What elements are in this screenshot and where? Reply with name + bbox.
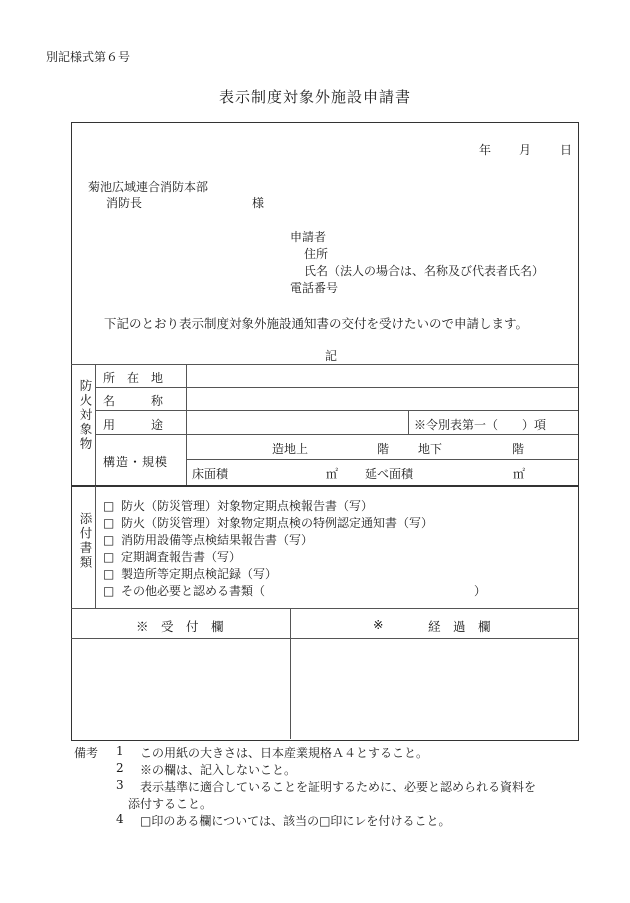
checkbox-icon[interactable]: □ xyxy=(103,499,115,513)
progress-mark: ※ xyxy=(373,617,384,632)
note-text: この用紙の大きさは、日本産業規格Ａ４とすること。 xyxy=(140,746,429,760)
row-line-2 xyxy=(95,410,578,411)
attachment-label: 定期調査報告書（写） xyxy=(121,550,242,564)
floors-above-label: 造地上 xyxy=(272,442,309,456)
target-col-line-1 xyxy=(95,364,96,485)
addressee-chief: 消防長 xyxy=(106,196,143,210)
floors-unit-2: 階 xyxy=(512,442,525,456)
checkbox-icon[interactable]: □ xyxy=(103,584,115,598)
target-top-line xyxy=(71,364,578,365)
checkbox-icon[interactable]: □ xyxy=(103,533,115,547)
target-group-label: 防火対象物 xyxy=(78,379,93,452)
label-name: 名 称 xyxy=(103,394,164,408)
label-location: 所 在 地 xyxy=(103,371,164,385)
row-line-1 xyxy=(95,387,578,388)
area-unit-1: ㎡ xyxy=(326,467,339,481)
form-number: 別記様式第６号 xyxy=(46,50,131,64)
date-day: 日 xyxy=(560,143,573,157)
note-number: 4 xyxy=(116,812,124,826)
note-text-continued: 添付すること。 xyxy=(128,797,213,811)
total-area-label: 延べ面積 xyxy=(365,467,414,481)
attachment-item[interactable] xyxy=(103,497,373,514)
attachment-item[interactable] xyxy=(103,531,313,548)
area-unit-2: ㎡ xyxy=(513,467,526,481)
use-note-divider xyxy=(408,410,409,434)
target-col-line-2 xyxy=(186,364,187,485)
attachment-item[interactable] xyxy=(103,514,433,531)
floor-area-label: 床面積 xyxy=(192,467,229,481)
attachment-item[interactable] xyxy=(103,582,265,599)
note-number: 3 xyxy=(116,778,124,792)
addressee-honorific: 様 xyxy=(252,196,265,210)
use-note: ※令別表第一（ ）項 xyxy=(414,418,547,432)
footer-header-line xyxy=(71,638,578,639)
applicant-phone: 電話番号 xyxy=(290,281,339,295)
date-month: 月 xyxy=(519,143,532,157)
attachment-close-paren: ） xyxy=(474,584,487,598)
attachment-label: 防火（防災管理）対象物定期点検の特例認定通知書（写） xyxy=(121,516,434,530)
note-text: □印のある欄については、該当の□印にレを付けること。 xyxy=(140,814,451,828)
footer-top-line xyxy=(71,608,578,609)
note-text: ※の欄は、記入しないこと。 xyxy=(140,763,297,777)
attachment-label: その他必要と認める書類（ xyxy=(121,584,266,598)
note-number: 1 xyxy=(116,744,124,758)
target-bottom-line xyxy=(71,485,578,487)
applicant-address: 住所 xyxy=(304,247,329,261)
progress-header: 経 過 欄 xyxy=(428,619,491,634)
checkbox-icon[interactable]: □ xyxy=(103,567,115,581)
applicant-name: 氏名（法人の場合は、名称及び代表者氏名） xyxy=(304,264,545,278)
notes-label: 備考 xyxy=(74,746,99,760)
floors-unit-1: 階 xyxy=(377,442,390,456)
footer-col-line xyxy=(290,608,291,739)
document-title: 表示制度対象外施設申請書 xyxy=(218,88,411,106)
label-use: 用 途 xyxy=(103,418,164,432)
attachment-label: 防火（防災管理）対象物定期点検報告書（写） xyxy=(121,499,374,513)
attachments-group-label: 添付書類 xyxy=(78,512,93,570)
date-year: 年 xyxy=(479,143,492,157)
checkbox-icon[interactable]: □ xyxy=(103,550,115,564)
ki-label: 記 xyxy=(325,349,338,363)
attachment-label: 製造所等定期点検記録（写） xyxy=(121,567,278,581)
request-text: 下記のとおり表示制度対象外施設通知書の交付を受けたいので申請します。 xyxy=(104,316,529,331)
note-number: 2 xyxy=(116,761,124,775)
checkbox-icon[interactable]: □ xyxy=(103,516,115,530)
addressee-org: 菊池広域連合消防本部 xyxy=(88,180,209,194)
attach-col-line xyxy=(95,486,96,608)
note-text: 表示基準に適合していることを証明するために、必要と認められる資料を xyxy=(140,780,537,794)
reception-header: ※ 受 付 欄 xyxy=(136,619,224,634)
floors-below-label: 地下 xyxy=(418,442,443,456)
attachment-item[interactable] xyxy=(103,565,277,582)
label-structure: 構造・規模 xyxy=(103,455,169,469)
row-line-3 xyxy=(95,434,578,435)
attachment-label: 消防用設備等点検結果報告書（写） xyxy=(121,533,314,547)
attachment-item[interactable] xyxy=(103,548,241,565)
row-line-4 xyxy=(186,459,578,460)
applicant-label: 申請者 xyxy=(290,230,327,244)
